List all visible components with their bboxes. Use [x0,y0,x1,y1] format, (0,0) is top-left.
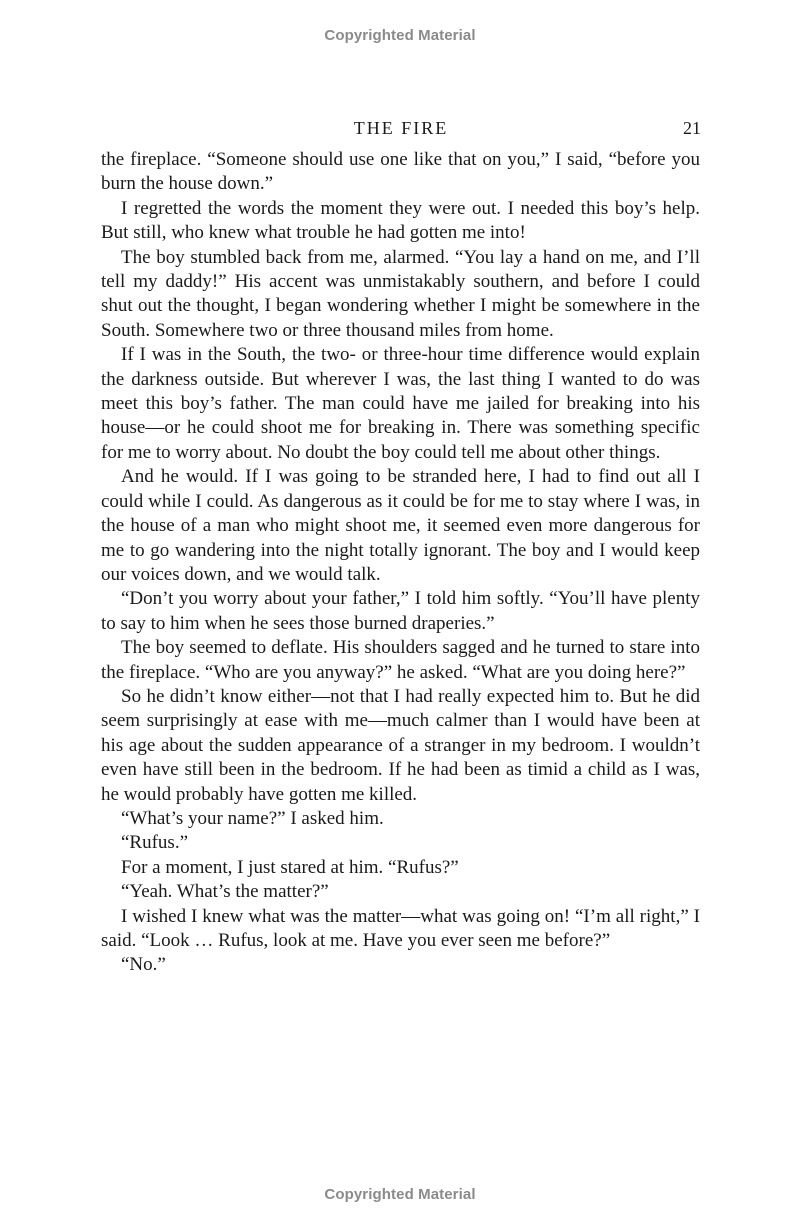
paragraph: And he would. If I was going to be stranded here, I had to find out all I could while I could. As dangerous as it could be for me to stay where I was, in the house of a man who might shoot me, it seemed even more dangerous for me to go wandering into the night totally ignorant. The boy and I would keep our voices down, and we would talk. [101,466,700,585]
paragraph: “Yeah. What’s the matter?” [121,881,329,903]
paragraph: I regretted the words the moment they were out. I needed this boy’s help. But still, who knew what trouble he had gotten me into! [101,197,700,244]
paragraph: For a moment, I just stared at him. “Rufus?” [121,856,459,878]
paragraph: The boy stumbled back from me, alarmed. “You lay a hand on me, and I’ll tell my daddy!” His accent was unmistakably southern, and before I could shut out the thought, I began wondering whether I might be somewhere in the South. Somewhere two or three thousand miles from home. [101,246,700,341]
page-number: 21 [683,118,701,138]
copyright-watermark-bottom: Copyrighted Material [324,1186,476,1203]
paragraph: The boy seemed to deflate. His shoulders sagged and he turned to stare into the fireplace. “Who are you anyway?” he asked. “What are you doing here?” [101,637,700,683]
copyright-watermark-top: Copyrighted Material [324,27,476,44]
paragraph: “No.” [121,954,166,976]
paragraph: I wished I knew what was the matter—what was going on! “I’m all right,” I said. “Look … Rufus, look at me. Have you ever seen me before?” [101,905,700,951]
paragraph: “Rufus.” [121,832,189,854]
paragraph: “What’s your name?” I asked him. [121,807,384,829]
body-text [101,148,700,978]
paragraph: the fireplace. “Someone should use one like that on you,” I said, “before you burn the house down.” [101,149,700,195]
chapter-title: THE FIRE [353,118,449,138]
running-header [101,118,701,142]
paragraph: “Don’t you worry about your father,” I told him softly. “You’ll have plenty to say to him when he sees those burned draperies.” [101,588,700,634]
paragraph: If I was in the South, the two- or three-hour time difference would explain the darkness outside. But wherever I was, the last thing I wanted to do was meet this boy’s father. The man could have me jailed for breaking into his house—or he could shoot me for breaking in. There was something specific for me to worry about. No doubt the boy could tell me about other things. [101,344,700,463]
paragraph: So he didn’t know either—not that I had really expected him to. But he did seem surprisingly at ease with me—much calmer than I would have been at his age about the sudden appearance of a stranger in my bedroom. I wouldn’t even have still been in the bedroom. If he had been as timid a child as I was, he would probably have gotten me killed. [101,685,700,805]
